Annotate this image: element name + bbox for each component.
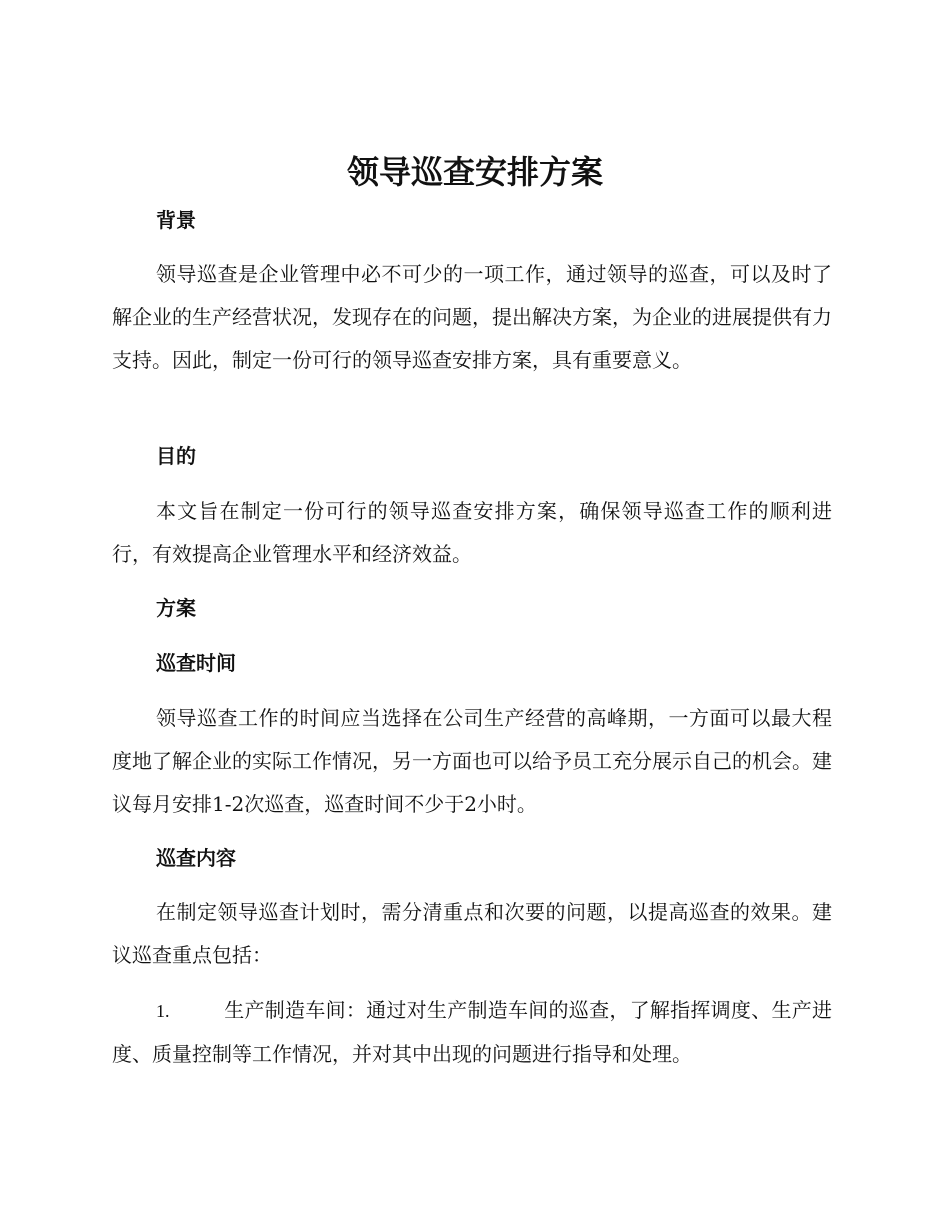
time-paragraph: 领导巡查工作的时间应当选择在公司生产经营的高峰期，一方面可以最大程度地了解企业的实际工作情况，另一方面也可以给予员工充分展示自己的机会。建议每月安排1-2次巡查，巡查时间不少于2小时。	[112, 706, 832, 816]
content-paragraph: 在制定领导巡查计划时，需分清重点和次要的问题，以提高巡查的效果。建议巡查重点包括：	[112, 900, 832, 967]
list-item	[112, 989, 832, 1076]
section-heading-background: 背景	[156, 208, 196, 232]
purpose-paragraph: 本文旨在制定一份可行的领导巡查安排方案，确保领导巡查工作的顺利进行，有效提高企业管理水平和经济效益。	[112, 499, 832, 566]
section-heading-plan: 方案	[156, 596, 196, 620]
section-heading-purpose: 目的	[156, 444, 196, 468]
background-paragraph: 领导巡查是企业管理中必不可少的一项工作，通过领导的巡查，可以及时了解企业的生产经营状况，发现存在的问题，提出解决方案，为企业的进展提供有力支持。因此，制定一份可行的领导巡查安排方案，具有重要意义。	[112, 262, 832, 372]
list-item-text: 生产制造车间：通过对生产制造车间的巡查，了解指挥调度、生产进度、质量控制等工作情况，并对其中出现的问题进行指导和处理。	[112, 998, 832, 1066]
section-heading-content: 巡查内容	[156, 846, 236, 870]
list-item-number: 1.	[156, 1001, 170, 1021]
section-heading-time: 巡查时间	[156, 651, 236, 675]
document-title: 领导巡查安排方案	[346, 153, 603, 191]
